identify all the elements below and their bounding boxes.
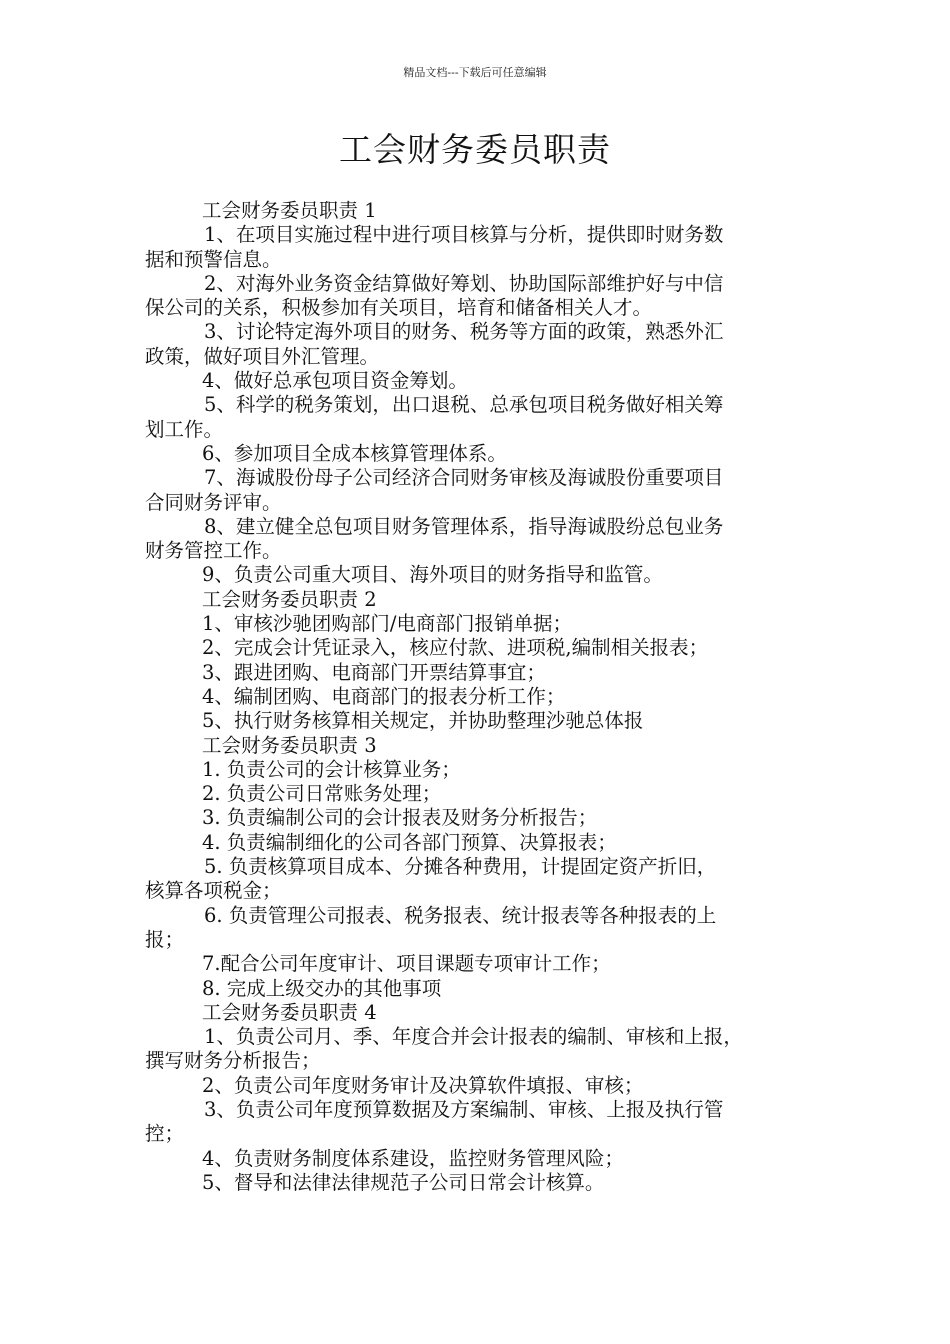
header-note: 精品文档---下载后可任意编辑 <box>403 66 547 79</box>
paragraph-line: 合同财务评审。 <box>145 490 282 514</box>
paragraph-line: 3. 负责编制公司的会计报表及财务分析报告； <box>202 806 598 830</box>
paragraph-line: 5、执行财务核算相关规定，并协助整理沙驰总体报 <box>202 709 644 733</box>
paragraph-line: 控； <box>145 1122 185 1146</box>
paragraph-line: 2. 负责公司日常账务处理； <box>202 782 442 806</box>
paragraph-line: 报； <box>145 927 185 951</box>
paragraph-line: 3、讨论特定海外项目的财务、税务等方面的政策，熟悉外汇 <box>204 320 724 344</box>
paragraph-line: 划工作。 <box>145 417 224 441</box>
section-heading: 工会财务委员职责 2 <box>202 587 377 611</box>
section-heading: 工会财务委员职责 1 <box>202 199 377 222</box>
paragraph-line: 财务管控工作。 <box>145 539 282 563</box>
paragraph-line: 7、海诚股份母子公司经济合同财务审核及海诚股份重要项目 <box>204 466 724 490</box>
paragraph-line: 6. 负责管理公司报表、税务报表、统计报表等各种报表的上 <box>204 903 717 927</box>
document-body <box>145 199 813 1195</box>
paragraph-line: 核算各项税金； <box>145 879 282 903</box>
paragraph-line: 7.配合公司年度审计、项目课题专项审计工作； <box>202 952 611 976</box>
paragraph-line: 8、建立健全总包项目财务管理体系，指导海诚股纷总包业务 <box>204 514 724 538</box>
paragraph-line: 政策，做好项目外汇管理。 <box>145 344 380 368</box>
paragraph-line: 2、完成会计凭证录入，核应付款、进项税,编制相关报表； <box>202 636 709 660</box>
paragraph-line: 2、对海外业务资金结算做好筹划、协助国际部维护好与中信 <box>204 271 724 295</box>
paragraph-line: 4、做好总承包项目资金筹划。 <box>202 369 468 393</box>
paragraph-line: 3、跟进团购、电商部门开票结算事宜； <box>202 660 546 684</box>
paragraph-line: 6、参加项目全成本核算管理体系。 <box>202 441 507 465</box>
paragraph-line: 8. 完成上级交办的其他事项 <box>202 976 442 1000</box>
paragraph-line: 4、编制团购、电商部门的报表分析工作； <box>202 684 566 708</box>
paragraph-line: 2、负责公司年度财务审计及决算软件填报、审核； <box>202 1073 644 1097</box>
section-heading: 工会财务委员职责 3 <box>202 733 377 757</box>
paragraph-line: 5、科学的税务策划，出口退税、总承包项目税务做好相关筹 <box>204 393 724 417</box>
paragraph-line: 撰写财务分析报告； <box>145 1049 321 1073</box>
paragraph-line: 1、负责公司月、季、年度合并会计报表的编制、审核和上报， <box>204 1025 743 1049</box>
paragraph-line: 1、审核沙驰团购部门/电商部门报销单据； <box>202 612 572 636</box>
paragraph-line: 1、在项目实施过程中进行项目核算与分析，提供即时财务数 <box>204 223 724 247</box>
paragraph-line: 9、负责公司重大项目、海外项目的财务指导和监管。 <box>202 563 663 587</box>
paragraph-line: 1. 负责公司的会计核算业务； <box>202 757 461 781</box>
paragraph-line: 3、负责公司年度预算数据及方案编制、审核、上报及执行管 <box>204 1097 724 1121</box>
paragraph-line: 5、督导和法律法律规范子公司日常会计核算。 <box>202 1170 605 1194</box>
paragraph-line: 4. 负责编制细化的公司各部门预算、决算报表； <box>202 830 617 854</box>
document-title: 工会财务委员职责 <box>339 130 611 169</box>
paragraph-line: 4、负责财务制度体系建设，监控财务管理风险； <box>202 1146 624 1170</box>
section-heading: 工会财务委员职责 4 <box>202 1000 377 1024</box>
paragraph-line: 保公司的关系，积极参加有关项目，培育和储备相关人才。 <box>145 296 653 320</box>
paragraph-line: 据和预警信息。 <box>145 247 282 271</box>
paragraph-line: 5. 负责核算项目成本、分摊各种费用，计提固定资产折旧， <box>204 855 717 879</box>
